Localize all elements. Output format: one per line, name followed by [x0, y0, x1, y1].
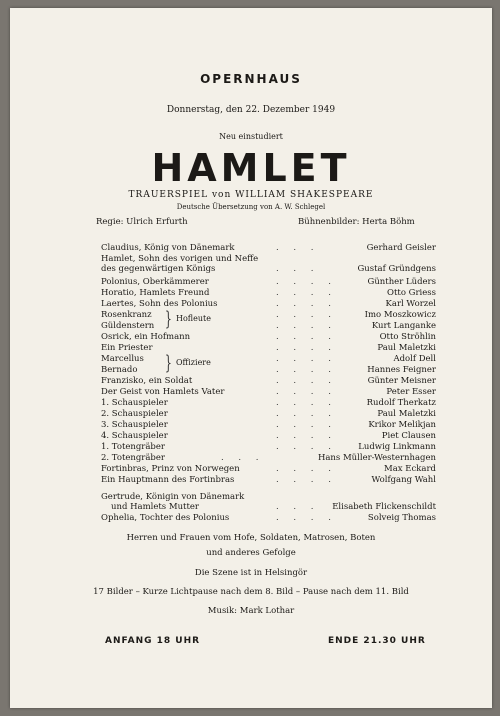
cast-actor: Imo Moszkowicz	[364, 310, 436, 320]
extras-line-2: und anderes Gefolge	[206, 548, 296, 558]
cast-role-continued: und Hamlets Mutter	[111, 502, 199, 512]
director-credit: Regie: Ulrich Erfurth	[96, 217, 188, 227]
cast-actor: Max Eckard	[384, 464, 436, 474]
leader-dots: . . . .	[276, 288, 337, 298]
cast-actor: Otto Ströhlin	[379, 332, 436, 342]
cast-actor: Günter Meisner	[367, 376, 436, 386]
cast-role: Fortinbras, Prinz von Norwegen	[101, 464, 240, 474]
leader-dots: . . . .	[276, 398, 337, 408]
leader-dots: . . . .	[276, 475, 337, 485]
cast-row	[101, 474, 436, 486]
cast-role: 2. Schauspieler	[101, 409, 168, 419]
cast-actor: Solveig Thomas	[367, 513, 436, 523]
cast-actor: Gerhard Geisler	[366, 243, 436, 253]
music-credit: Musik: Mark Lothar	[207, 606, 295, 616]
cast-role: Gertrude, Königin von Dänemark	[101, 492, 245, 502]
cast-role: Güldenstern	[101, 321, 155, 331]
cast-role: 3. Schauspieler	[101, 420, 168, 430]
cast-actor: Piet Clausen	[381, 431, 436, 441]
group-label-officers: Offiziere	[176, 358, 211, 367]
cast-actor: Krikor Melikjan	[368, 420, 436, 430]
cast-role: 1. Totengräber	[101, 442, 165, 452]
cast-actor: Kurt Langanke	[371, 321, 436, 331]
cast-actor: Rudolf Therkatz	[366, 398, 436, 408]
leader-dots: . . . .	[276, 299, 337, 309]
cast-actor: Wolfgang Wahl	[371, 475, 436, 485]
leader-dots: . . . .	[276, 431, 337, 441]
leader-dots: . . . .	[276, 310, 337, 320]
leader-dots: . . . .	[276, 343, 337, 353]
cast-row	[101, 253, 436, 274]
cast-actor: Karl Worzel	[385, 299, 436, 309]
cast-actor: Paul Maletzki	[377, 343, 436, 353]
leader-dots: . . . .	[276, 277, 337, 287]
leader-dots: . . . .	[276, 420, 337, 430]
cast-role: Horatio, Hamlets Freund	[101, 288, 210, 298]
cast-role: Hamlet, Sohn des vorigen und Neffe	[101, 254, 259, 264]
extras-line-1: Herren und Frauen vom Hofe, Soldaten, Matrosen, Boten	[126, 533, 376, 543]
cast-role: Claudius, König von Dänemark	[101, 243, 235, 253]
cast-role: Bernado	[101, 365, 138, 375]
structure-note: 17 Bilder – Kurze Lichtpause nach dem 8. Bild – Pause nach dem 11. Bild	[93, 587, 409, 597]
theater-name: OPERNHAUS	[200, 72, 302, 86]
leader-dots: . . . .	[276, 409, 337, 419]
cast-role: Rosenkranz	[101, 310, 152, 320]
cast-role: 2. Totengräber	[101, 453, 165, 463]
start-time: ANFANG 18 UHR	[105, 636, 201, 646]
cast-role: 1. Schauspieler	[101, 398, 168, 408]
leader-dots: . . . .	[276, 464, 337, 474]
translation-credit: Deutsche Übersetzung von A. W. Schlegel	[176, 203, 326, 211]
leader-dots: . . . .	[276, 321, 337, 331]
leader-dots: . . . .	[276, 513, 337, 523]
leader-dots: . . . .	[276, 354, 337, 364]
leader-dots: . . .	[276, 502, 320, 512]
cast-role: 4. Schauspieler	[101, 431, 168, 441]
cast-actor: Günther Lüders	[367, 277, 436, 287]
brace: }	[164, 350, 172, 374]
cast-role: Ophelia, Tochter des Polonius	[101, 513, 230, 523]
cast-actor: Gustaf Gründgens	[357, 264, 436, 274]
performance-date: Donnerstag, den 22. Dezember 1949	[166, 105, 336, 115]
cast-role-continued: des gegenwärtigen Königs	[101, 264, 216, 274]
cast-actor: Otto Griess	[387, 288, 436, 298]
cast-role: Der Geist von Hamlets Vater	[101, 387, 225, 397]
brace: }	[164, 306, 172, 330]
leader-dots: . . . .	[276, 332, 337, 342]
cast-actor: Elisabeth Flickenschildt	[332, 502, 436, 512]
scene-note: Die Szene ist in Helsingör	[194, 568, 308, 578]
leader-dots: . . . .	[276, 365, 337, 375]
cast-actor: Peter Esser	[386, 387, 436, 397]
play-subtitle: TRAUERSPIEL von WILLIAM SHAKESPEARE	[128, 190, 374, 200]
cast-role: Polonius, Oberkämmerer	[101, 277, 209, 287]
playbill-page	[10, 8, 492, 708]
cast-row	[101, 512, 436, 524]
cast-role: Osrick, ein Hofmann	[101, 332, 191, 342]
cast-actor: Ludwig Linkmann	[358, 442, 436, 452]
leader-dots: . . . .	[276, 376, 337, 386]
leader-dots: . . .	[221, 453, 265, 463]
cast-actor: Adolf Dell	[393, 354, 436, 364]
cast-role: Franzisko, ein Soldat	[101, 376, 193, 386]
leader-dots: . . .	[276, 264, 320, 274]
leader-dots: . . . .	[276, 442, 337, 452]
group-label-courtiers: Hofleute	[176, 314, 211, 323]
leader-dots: . . .	[276, 243, 320, 253]
cast-actor: Paul Maletzki	[377, 409, 436, 419]
stage-design-credit: Bühnenbilder: Herta Böhm	[298, 217, 415, 227]
cast-row	[101, 491, 436, 512]
cast-role: Ein Priester	[101, 343, 153, 353]
cast-role: Marcellus	[101, 354, 144, 364]
cast-actor: Hannes Feigner	[367, 365, 436, 375]
cast-role: Ein Hauptmann des Fortinbras	[101, 475, 235, 485]
end-time: ENDE 21.30 UHR	[328, 636, 426, 646]
cast-role: Laertes, Sohn des Polonius	[101, 299, 218, 309]
play-title: HAMLET	[151, 146, 351, 190]
premiere-note: Neu einstudiert	[219, 132, 283, 141]
leader-dots: . . . .	[276, 387, 337, 397]
cast-actor: Hans Müller-Westernhagen	[317, 453, 436, 463]
